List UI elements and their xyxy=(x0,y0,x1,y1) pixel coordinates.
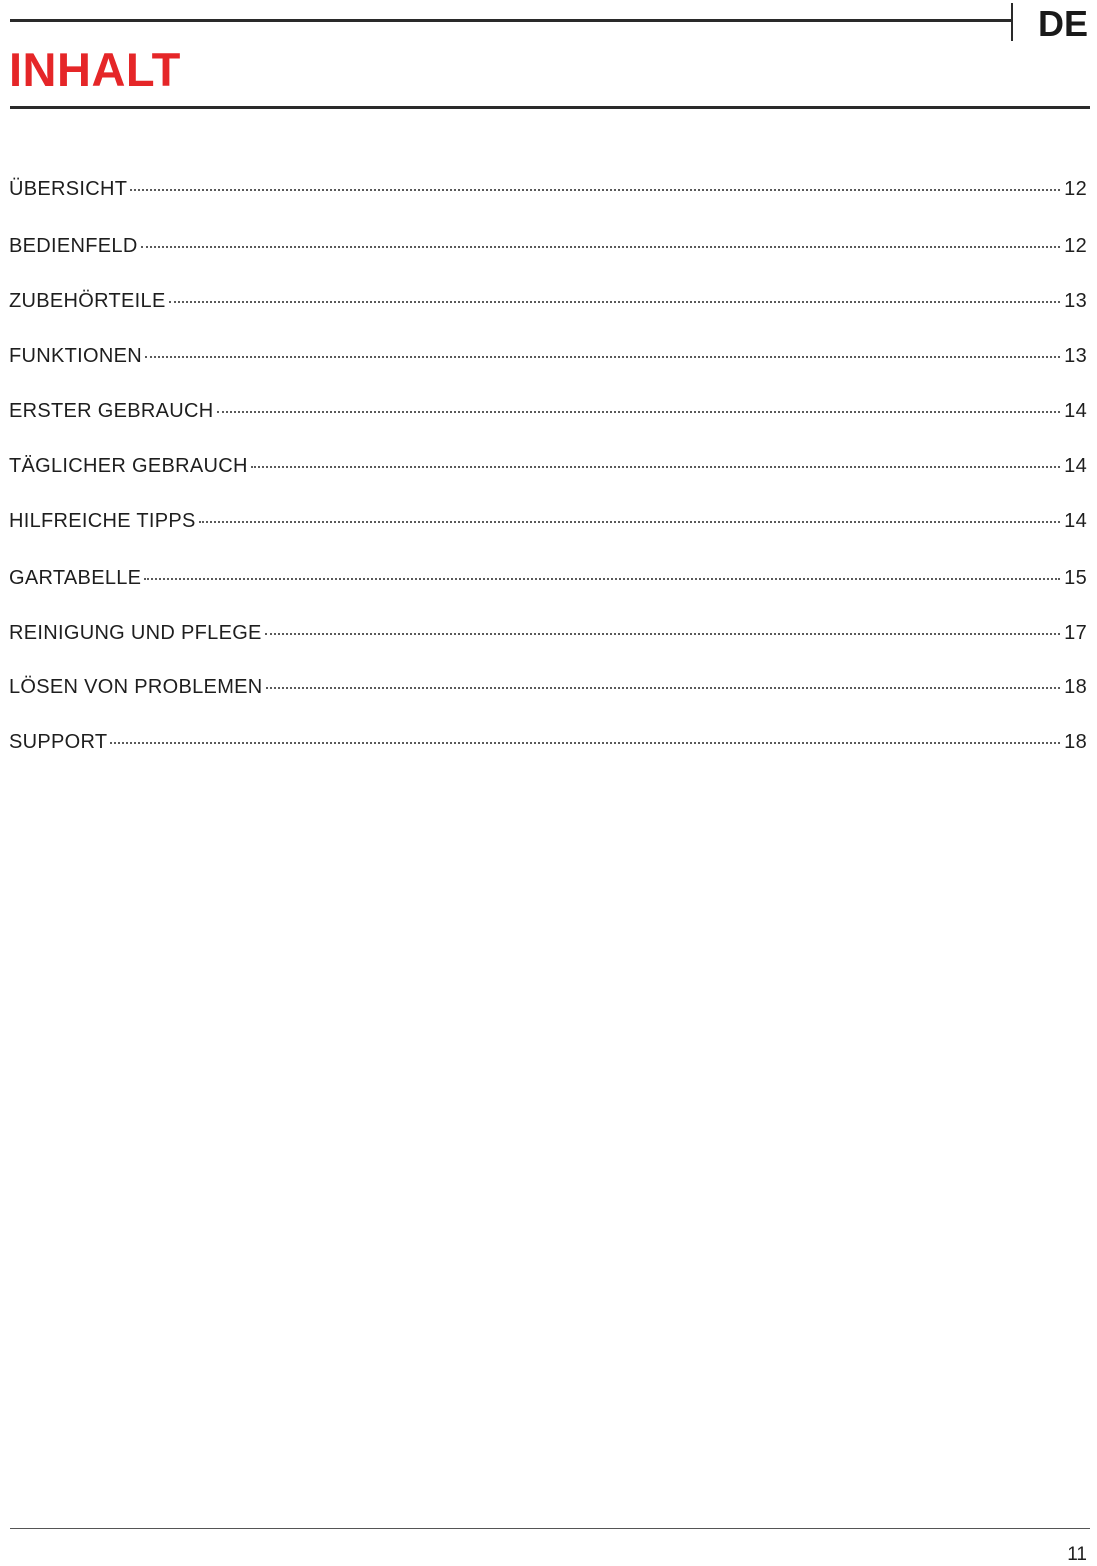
toc-entry-hilfreiche-tipps[interactable] xyxy=(9,506,1087,536)
toc-entry-uebersicht[interactable] xyxy=(9,174,1087,204)
toc-entry-label: ZUBEHÖRTEILE xyxy=(9,290,166,312)
toc-entry-taeglicher-gebrauch[interactable] xyxy=(9,451,1087,481)
toc-entry-page: 12 xyxy=(1064,178,1087,200)
toc-dot-leader xyxy=(130,189,1060,191)
toc-entry-loesen-von-problemen[interactable] xyxy=(9,672,1087,702)
toc-dot-leader xyxy=(265,633,1060,635)
toc-entry-erster-gebrauch[interactable] xyxy=(9,396,1087,426)
toc-dot-leader xyxy=(251,466,1060,468)
toc-dot-leader xyxy=(145,356,1060,358)
page-number: 11 xyxy=(1067,1544,1087,1565)
toc-entry-bedienfeld[interactable] xyxy=(9,231,1087,261)
toc-entry-page: 17 xyxy=(1064,622,1087,644)
toc-entry-label: LÖSEN VON PROBLEMEN xyxy=(9,676,263,698)
language-divider xyxy=(1011,3,1013,41)
toc-entry-gartabelle[interactable] xyxy=(9,563,1087,593)
toc-dot-leader xyxy=(169,301,1061,303)
toc-dot-leader xyxy=(141,246,1061,248)
toc-entry-page: 14 xyxy=(1064,400,1087,422)
toc-dot-leader xyxy=(110,742,1060,744)
toc-entry-label: ERSTER GEBRAUCH xyxy=(9,400,214,422)
toc-entry-funktionen[interactable] xyxy=(9,341,1087,371)
toc-entry-page: 18 xyxy=(1064,676,1087,698)
toc-dot-leader xyxy=(217,411,1061,413)
footer-rule xyxy=(10,1528,1090,1529)
toc-entry-page: 18 xyxy=(1064,731,1087,753)
toc-entry-label: GARTABELLE xyxy=(9,567,142,589)
toc-entry-label: ÜBERSICHT xyxy=(9,178,128,200)
header-top-rule xyxy=(10,19,1012,22)
toc-entry-page: 14 xyxy=(1064,455,1087,477)
toc-entry-zubehoerteile[interactable] xyxy=(9,286,1087,316)
language-code: DE xyxy=(1037,3,1088,44)
toc-entry-label: HILFREICHE TIPPS xyxy=(9,510,196,532)
toc-entry-reinigung-und-pflege[interactable] xyxy=(9,618,1087,648)
toc-entry-label: FUNKTIONEN xyxy=(9,345,142,367)
toc-entry-page: 14 xyxy=(1064,510,1087,532)
toc-entry-page: 13 xyxy=(1064,290,1087,312)
toc-entry-label: TÄGLICHER GEBRAUCH xyxy=(9,455,248,477)
page-title: INHALT xyxy=(9,43,181,96)
toc-entry-label: BEDIENFELD xyxy=(9,235,138,257)
toc-entry-page: 15 xyxy=(1064,567,1087,589)
toc-entry-support[interactable] xyxy=(9,727,1087,757)
toc-entry-page: 13 xyxy=(1064,345,1087,367)
toc-entry-label: SUPPORT xyxy=(9,731,108,753)
toc-entry-label: REINIGUNG UND PFLEGE xyxy=(9,622,262,644)
title-rule xyxy=(10,106,1090,109)
toc-dot-leader xyxy=(199,521,1060,523)
toc-entry-page: 12 xyxy=(1064,235,1087,257)
toc-dot-leader xyxy=(144,578,1060,580)
toc-dot-leader xyxy=(266,687,1061,689)
